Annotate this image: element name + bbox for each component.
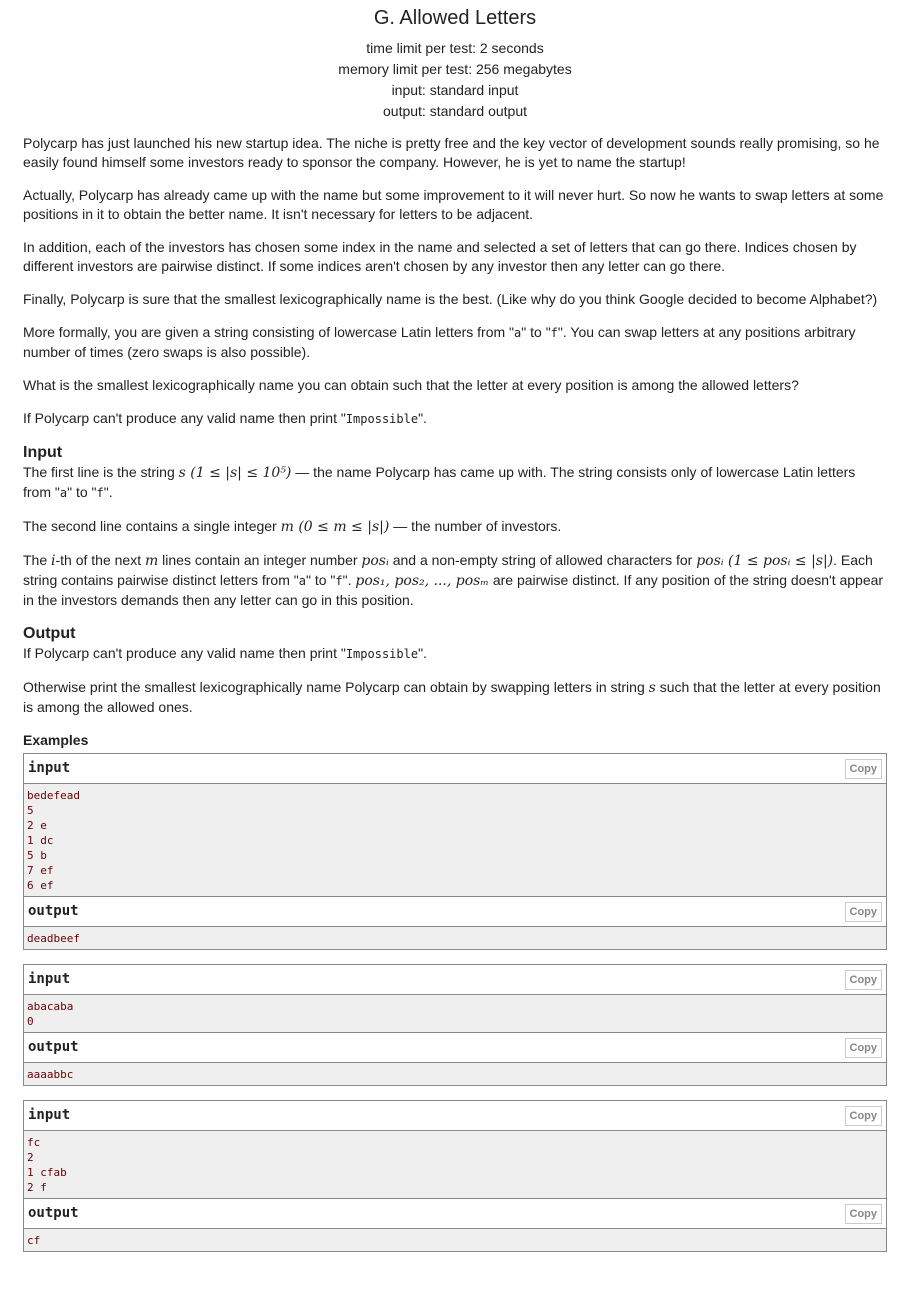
code-letter: f (96, 486, 104, 500)
code-letter: f (335, 574, 343, 588)
copy-button[interactable]: Copy (845, 1204, 883, 1224)
statement-paragraph: In addition, each of the investors has chosen some index in the name and selected a set of letters that can go there. Indices chosen by different investors are pairwise distinct. If some indices aren't chosen by any investor then any letter can go there. (23, 239, 857, 274)
text: If Polycarp can't produce any valid name then print " (23, 645, 346, 661)
output-header (24, 1199, 886, 1229)
text: More formally, you are given a string consisting of lowercase Latin letters from " (23, 324, 515, 340)
text: lines contain an integer number (158, 552, 362, 568)
text: Otherwise print the smallest lexicographically name Polycarp can obtain by swapping letters in string (23, 679, 649, 695)
input-line: 5 (27, 804, 34, 817)
text: — the name Polycarp has came up with. The string consists only of lowercase Latin letters from " (23, 464, 856, 500)
input-specification (23, 443, 887, 610)
input-line: fc (27, 1136, 41, 1149)
statement-paragraph: What is the smallest lexicographically name you can obtain such that the letter at every position is among the allowed letters? (23, 377, 799, 393)
math-expression: m (145, 553, 159, 569)
math-expression: posᵢ (1 ≤ posᵢ ≤ |s|) (696, 553, 834, 569)
time-limit: time limit per test: 2 seconds (366, 40, 544, 56)
copy-button[interactable]: Copy (845, 970, 883, 990)
examples-section (23, 731, 887, 1252)
text: ". (418, 410, 427, 426)
statement-paragraph (23, 409, 887, 429)
example-block (23, 753, 887, 950)
copy-button[interactable]: Copy (845, 1106, 883, 1126)
input-paragraph (23, 517, 887, 537)
text: ". (342, 572, 356, 588)
output-data[interactable] (24, 1229, 886, 1251)
input-paragraph (23, 551, 887, 610)
input-line: abacaba (27, 1000, 74, 1013)
output-data[interactable] (24, 1063, 886, 1085)
copy-button[interactable]: Copy (845, 759, 883, 779)
input-section-title: Input (23, 444, 63, 461)
text: -th of the next (55, 552, 145, 568)
output-paragraph (23, 678, 887, 717)
statement-paragraph: Finally, Polycarp is sure that the smallest lexicographically name is the best. (Like why do you think Google decided to become Alphabet?) (23, 291, 878, 307)
input-header (24, 754, 886, 784)
text: ". You can swap letters at any positions arbitrary number of times (zero swaps is also possible). (23, 324, 856, 360)
output-line: deadbeef (27, 932, 80, 945)
copy-button[interactable]: Copy (845, 1038, 883, 1058)
output-header (24, 897, 886, 927)
output-label: output (28, 1205, 79, 1221)
input-label: input (28, 1107, 71, 1123)
math-expression: s (648, 680, 656, 696)
problem-title: G. Allowed Letters (373, 7, 537, 29)
input-line: 0 (27, 1015, 34, 1028)
text: The first line is the string (23, 464, 179, 480)
text: " to " (521, 324, 551, 340)
input-line: 1 dc (27, 834, 54, 847)
example-block (23, 964, 887, 1086)
output-label: output (28, 903, 79, 919)
input-label: input (28, 971, 71, 987)
text: — the number of investors. (389, 518, 562, 534)
input-line: 2 e (27, 819, 47, 832)
text: are pairwise distinct. If any position of the string doesn't appear in the investors demands then any letter can go in this position. (23, 572, 884, 608)
input-data[interactable] (24, 995, 886, 1033)
text: such that the letter at every position is among the allowed ones. (23, 679, 881, 715)
copy-button[interactable]: Copy (845, 902, 883, 922)
code-letter: a (298, 574, 306, 588)
output-header (24, 1033, 886, 1063)
statement-paragraph: Polycarp has just launched his new startup idea. The niche is pretty free and the key vector of development sounds really promising, so he easily found himself some investors ready to sponsor the company. However, he is yet to name the startup! (23, 135, 880, 170)
output-paragraph (23, 644, 887, 664)
math-expression: m (0 ≤ m ≤ |s|) (280, 519, 390, 535)
examples-title: Examples (23, 732, 89, 748)
text: If Polycarp can't produce any valid name then print " (23, 410, 346, 426)
example-block (23, 1100, 887, 1252)
input-paragraph (23, 463, 887, 503)
code-letter: a (514, 326, 522, 340)
output-data[interactable] (24, 927, 886, 949)
text: and a non-empty string of allowed characters for (388, 552, 697, 568)
text: " to " (305, 572, 336, 588)
math-expression: pos₁, pos₂, ..., posₘ (355, 573, 489, 589)
output-label: output (28, 1039, 79, 1055)
input-line: 2 (27, 1151, 34, 1164)
output-line: cf (27, 1234, 41, 1247)
input-header (24, 1101, 886, 1131)
input-line: bedefead (27, 789, 80, 802)
text: The second line contains a single integer (23, 518, 281, 534)
input-data[interactable] (24, 1131, 886, 1199)
output-section-title: Output (23, 625, 76, 642)
input-line: 7 ef (27, 864, 54, 877)
code-letter: f (550, 326, 558, 340)
problem-header (23, 0, 887, 122)
code-impossible: Impossible (345, 412, 419, 426)
math-expression: s (1 ≤ |s| ≤ 10⁵) (178, 465, 292, 481)
code-impossible: Impossible (345, 647, 419, 661)
statement-paragraph (23, 323, 887, 362)
input-line: 1 cfab (27, 1166, 67, 1179)
math-expression: i (51, 553, 56, 569)
statement-paragraph: Actually, Polycarp has already came up with the name but some improvement to it will never hurt. So now he wants to swap letters at some positions in it to obtain the better name. It isn't necessary for letters to be adjacent. (23, 187, 884, 222)
input-line: 6 ef (27, 879, 54, 892)
input-line: 2 f (27, 1181, 47, 1194)
output-spec: output: standard output (383, 103, 527, 119)
input-spec: input: standard input (391, 82, 519, 98)
text: The (23, 552, 52, 568)
math-expression: posᵢ (361, 553, 389, 569)
problem-statement (23, 134, 887, 429)
text: " to " (67, 484, 97, 500)
text: . Each string contains pairwise distinct letters from " (23, 552, 873, 588)
output-line: aaaabbc (27, 1068, 74, 1081)
memory-limit: memory limit per test: 256 megabytes (338, 61, 572, 77)
problem-page (23, 0, 887, 1266)
output-specification (23, 624, 887, 717)
input-line: 5 b (27, 849, 47, 862)
text: ". (418, 645, 427, 661)
text: ". (103, 484, 113, 500)
input-data[interactable] (24, 784, 886, 897)
code-letter: a (59, 486, 68, 500)
input-label: input (28, 760, 71, 776)
input-header (24, 965, 886, 995)
